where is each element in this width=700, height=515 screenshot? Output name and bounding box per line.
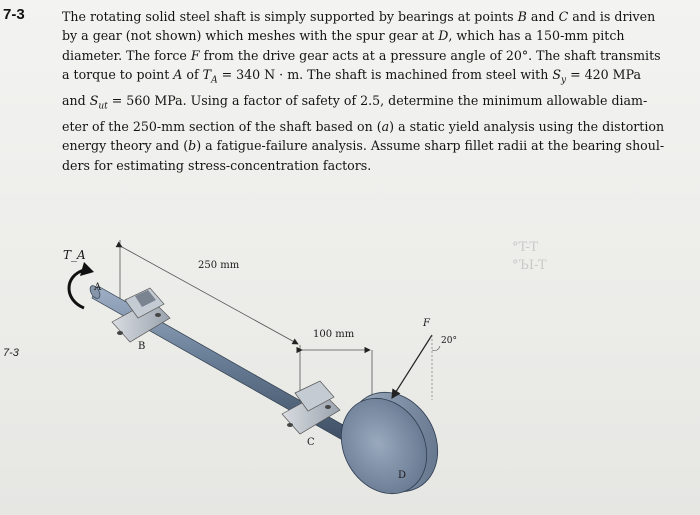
figure-number: 7-3	[3, 347, 19, 359]
label-100mm: 100 mm	[313, 329, 355, 340]
spur-gear-d	[324, 376, 455, 509]
label-c: C	[307, 437, 315, 448]
force-f-arrow	[392, 335, 440, 400]
problem-line-2: by a gear (not shown) which meshes with the spur gear at D, which has a 150-mm pitch	[62, 28, 625, 44]
label-torque: T_A	[63, 248, 86, 262]
label-b: B	[138, 341, 146, 352]
label-force: F	[423, 318, 430, 329]
bleed-through-text-2: °ЪI-T	[512, 258, 547, 273]
problem-number: 7-3	[3, 6, 25, 23]
problem-line-1: The rotating solid steel shaft is simply supported by bearings at points B and C and is driven	[62, 9, 656, 24]
problem-line-3: diameter. The force F from the drive gear acts at a pressure angle of 20°. The shaft transmits	[62, 47, 661, 63]
label-250mm: 250 mm	[198, 260, 240, 271]
torque-arrow	[69, 262, 94, 308]
problem-line-4: a torque to point A of $T_A = 340$ N · m. The shaft is machined from steel with $S_y = 420$ MPa	[62, 67, 641, 86]
label-angle: 20°	[441, 336, 457, 346]
problem-line-8: ders for estimating stress-concentration factors.	[62, 157, 372, 173]
label-a: A	[94, 282, 102, 293]
problem-line-6: eter of the 250-mm section of the shaft based on (a) a static yield analysis using the distortion	[62, 119, 665, 135]
problem-line-7: energy theory and (b) a fatigue-failure analysis. Assume sharp fillet radii at the bearing shoul-	[62, 138, 665, 154]
label-d: D	[398, 470, 407, 481]
bleed-through-text: °T-T	[512, 240, 539, 255]
problem-line-5: and $S_{ut} = 560$ MPa. Using a factor of safety of 2.5, determine the minimum allowable diam-	[62, 93, 648, 112]
